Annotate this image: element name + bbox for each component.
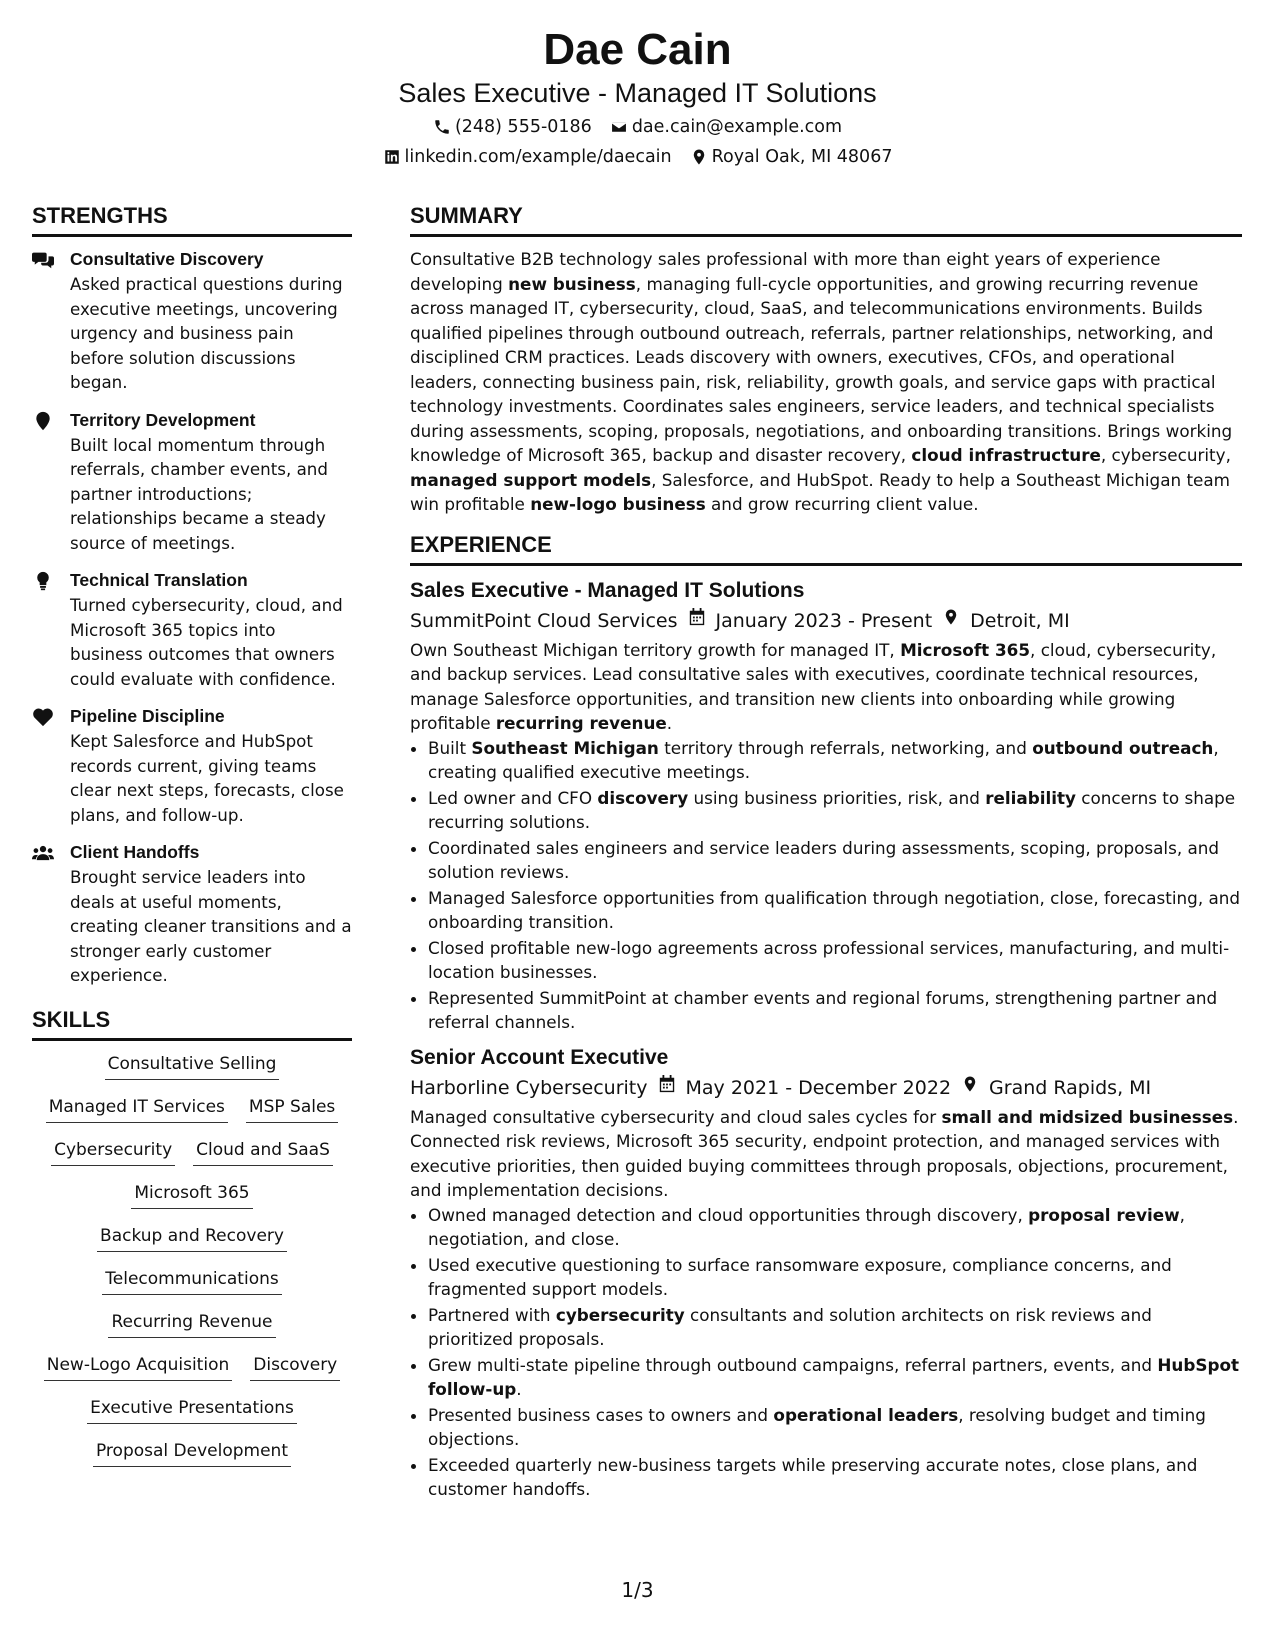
skill-row: [32, 1309, 352, 1338]
job-bullet: • Represented SummitPoint at chamber events and regional forums, strengthening partner and referral channels.: [428, 986, 1242, 1035]
company-name: SummitPoint Cloud Services: [410, 609, 678, 632]
job-title: Senior Account Executive: [410, 1045, 669, 1069]
right-column: [410, 202, 1242, 1503]
bold-emphasis: managed support models: [410, 469, 652, 490]
job-bullet: • Partnered with cybersecurity consultants and solution architects on risk reviews and prioritized proposals.: [428, 1303, 1242, 1352]
job-location: Grand Rapids, MI: [989, 1076, 1152, 1099]
strength-item: [32, 247, 352, 395]
skill-row: [32, 1051, 352, 1080]
strength-item: [32, 408, 352, 556]
job-bullet: • Built Southeast Michigan territory through referrals, networking, and outbound outreach, creating qualified executive meetings.: [428, 736, 1242, 785]
skill-tag: Managed IT Services: [46, 1094, 228, 1123]
map-pin-icon: [942, 606, 960, 636]
skill-row: [32, 1094, 352, 1123]
strength-item: [32, 568, 352, 691]
strength-text: Brought service leaders into deals at useful moments, creating cleaner transitions and a stronger early customer experience.: [70, 867, 352, 985]
job-bullets: [410, 1203, 1242, 1502]
calendar-icon: [688, 606, 706, 636]
skill-row: [32, 1352, 352, 1381]
skill-row: [32, 1266, 352, 1295]
job-entry: [410, 576, 1242, 1035]
job-location: Detroit, MI: [970, 609, 1070, 632]
skill-tag: Telecommunications: [102, 1266, 281, 1295]
strengths-heading: STRENGTHS: [32, 202, 352, 237]
skill-row: [32, 1180, 352, 1209]
lightbulb-icon: [32, 571, 54, 591]
skill-row: [32, 1395, 352, 1424]
page-number: 1/3: [621, 1578, 654, 1602]
candidate-headline: Sales Executive - Managed IT Solutions: [398, 78, 877, 108]
bold-emphasis: cloud infrastructure: [911, 445, 1101, 465]
strength-title: Pipeline Discipline: [70, 706, 225, 726]
bold-emphasis: HubSpot follow-up: [428, 1354, 1240, 1399]
job-entry: [410, 1043, 1242, 1502]
location-text: Royal Oak, MI 48067: [711, 147, 893, 167]
job-bullet: • Coordinated sales engineers and service leaders during assessments, scoping, proposals, and solution reviews.: [428, 836, 1242, 885]
bold-emphasis: new business: [508, 273, 636, 294]
bold-emphasis: operational leaders: [773, 1404, 959, 1425]
strength-text: Kept Salesforce and HubSpot records current, giving teams clear next steps, forecasts, close plans, and follow-up.: [70, 731, 344, 825]
company-name: Harborline Cybersecurity: [410, 1076, 648, 1099]
skill-tag: New-Logo Acquisition: [44, 1352, 233, 1381]
calendar-icon: [658, 1073, 676, 1103]
skill-tag: Backup and Recovery: [97, 1223, 287, 1252]
bold-emphasis: reliability: [985, 787, 1076, 808]
job-bullet: • Grew multi-state pipeline through outbound campaigns, referral partners, events, and HubSpot follow-up.: [428, 1353, 1242, 1402]
experience-heading: EXPERIENCE: [410, 531, 1242, 566]
bold-emphasis: Microsoft 365: [900, 639, 1031, 660]
strength-item: [32, 840, 352, 988]
envelope-icon: [610, 118, 628, 136]
experience-list: [410, 576, 1242, 1502]
job-bullet: • Managed Salesforce opportunities from qualification through negotiation, close, forecasting, and onboarding transition.: [428, 886, 1242, 935]
strength-text: Asked practical questions during executive meetings, uncovering urgency and business pain before solution discussions began.: [70, 274, 343, 392]
summary-heading: SUMMARY: [410, 202, 1242, 237]
skill-tag: Cloud and SaaS: [193, 1137, 333, 1166]
heart-icon: [32, 707, 54, 727]
bold-emphasis: Southeast Michigan: [471, 737, 659, 758]
bold-emphasis: new-logo business: [530, 494, 706, 514]
skill-tag: Cybersecurity: [51, 1137, 175, 1166]
map-marker-icon: [32, 411, 54, 431]
contact-row-2: [0, 144, 1275, 170]
linkedin-url: linkedin.com/example/daecain: [404, 147, 672, 167]
chat-bubbles-icon: [32, 250, 54, 270]
strength-text: Turned cybersecurity, cloud, and Microsoft 365 topics into business outcomes that owners could evaluate with confidence.: [70, 595, 343, 689]
skill-tag: Proposal Development: [93, 1438, 291, 1467]
job-bullet: • Closed profitable new-logo agreements across professional services, manufacturing, and multi-location businesses.: [428, 936, 1242, 985]
skill-row: [32, 1137, 352, 1166]
bold-emphasis: recurring revenue: [495, 713, 667, 733]
skill-row: [32, 1223, 352, 1252]
job-bullet: • Presented business cases to owners and operational leaders, resolving budget and timing objections.: [428, 1403, 1242, 1452]
skills-heading: SKILLS: [32, 1006, 352, 1041]
job-description: Own Southeast Michigan territory growth for managed IT, Microsoft 365, cloud, cybersecurity, and backup services. Lead consultative sales with executives, coordinate technical resources, manage Salesforce opportunities, and transition new clients into onboarding while growing profitable recurring revenue.: [410, 639, 1217, 733]
contact-row-1: [0, 114, 1275, 140]
job-meta: [410, 606, 1242, 636]
strength-item: [32, 704, 352, 827]
job-bullet: • Owned managed detection and cloud opportunities through discovery, proposal review, negotiation, and close.: [428, 1203, 1242, 1252]
bold-emphasis: small and midsized businesses: [941, 1106, 1234, 1127]
skill-tag: MSP Sales: [246, 1094, 338, 1123]
bold-emphasis: outbound outreach: [1032, 737, 1214, 758]
strength-title: Consultative Discovery: [70, 249, 264, 269]
phone-number: (248) 555-0186: [454, 117, 592, 137]
strength-text: Built local momentum through referrals, chamber events, and partner introductions; relationships became a steady source of meetings.: [70, 434, 328, 553]
job-bullet: • Exceeded quarterly new-business targets while preserving accurate notes, close plans, and customer handoffs.: [428, 1453, 1242, 1502]
job-description: Managed consultative cybersecurity and cloud sales cycles for small and midsized businesses. Connected risk reviews, Microsoft 365 security, endpoint protection, and managed services with executive priorities, then guided buying committees through proposals, objections, procurement, and implementation decisions.: [410, 1106, 1239, 1200]
skill-tag: Microsoft 365: [131, 1180, 252, 1209]
skills-list: [32, 1051, 352, 1467]
job-title: Sales Executive - Managed IT Solutions: [410, 578, 805, 602]
strength-title: Client Handoffs: [70, 842, 200, 862]
bold-emphasis: proposal review: [1028, 1204, 1180, 1225]
job-dates: May 2021 - December 2022: [685, 1076, 952, 1099]
skill-tag: Discovery: [250, 1352, 340, 1381]
summary-text: Consultative B2B technology sales professional with more than eight years of experience developing new business, managing full-cycle opportunities, and growing recurring revenue across managed IT, cybersecurity, cloud, SaaS, and telecommunications environments. Builds qualified pipelines through outbound outreach, referrals, partner relationships, networking, and disciplined CRM practices. Leads discovery with owners, executives, CFOs, and operational leaders, connecting business pain, risk, reliability, growth goals, and service gaps with practical technology investments. Coordinates sales engineers, service leaders, and technical specialists during assessments, scoping, proposals, negotiations, and onboarding transitions. Brings working knowledge of Microsoft 365, backup and disaster recovery, cloud infrastructure, cybersecurity, managed support models, Salesforce, and HubSpot. Ready to help a Southeast Michigan team win profitable new-logo business and grow recurring client value.: [410, 249, 1233, 514]
map-pin-icon: [690, 148, 708, 166]
job-bullet: • Used executive questioning to surface ransomware exposure, compliance concerns, and fragmented support models.: [428, 1253, 1242, 1302]
bold-emphasis: discovery: [597, 787, 689, 808]
email-address: dae.cain@example.com: [631, 117, 843, 137]
resume-header: [0, 24, 1275, 170]
people-icon: [32, 843, 54, 863]
skill-tag: Executive Presentations: [87, 1395, 297, 1424]
job-bullet: • Led owner and CFO discovery using business priorities, risk, and reliability concerns to shape recurring solutions.: [428, 786, 1242, 835]
skill-tag: Recurring Revenue: [108, 1309, 275, 1338]
phone-icon: [433, 118, 451, 136]
linkedin-icon: [383, 148, 401, 166]
map-pin-icon: [961, 1073, 979, 1103]
strength-title: Technical Translation: [70, 570, 248, 590]
left-column: [32, 202, 352, 1481]
location-contact: [690, 144, 893, 170]
phone-contact[interactable]: [433, 114, 592, 140]
job-bullets: [410, 736, 1242, 1035]
skill-row: [32, 1438, 352, 1467]
job-dates: January 2023 - Present: [715, 609, 933, 632]
linkedin-contact[interactable]: [383, 144, 672, 170]
email-contact[interactable]: [610, 114, 842, 140]
skill-tag: Consultative Selling: [105, 1051, 280, 1080]
job-meta: [410, 1073, 1242, 1103]
bold-emphasis: cybersecurity: [555, 1304, 685, 1325]
candidate-name: Dae Cain: [543, 25, 732, 74]
strength-title: Territory Development: [70, 409, 256, 430]
